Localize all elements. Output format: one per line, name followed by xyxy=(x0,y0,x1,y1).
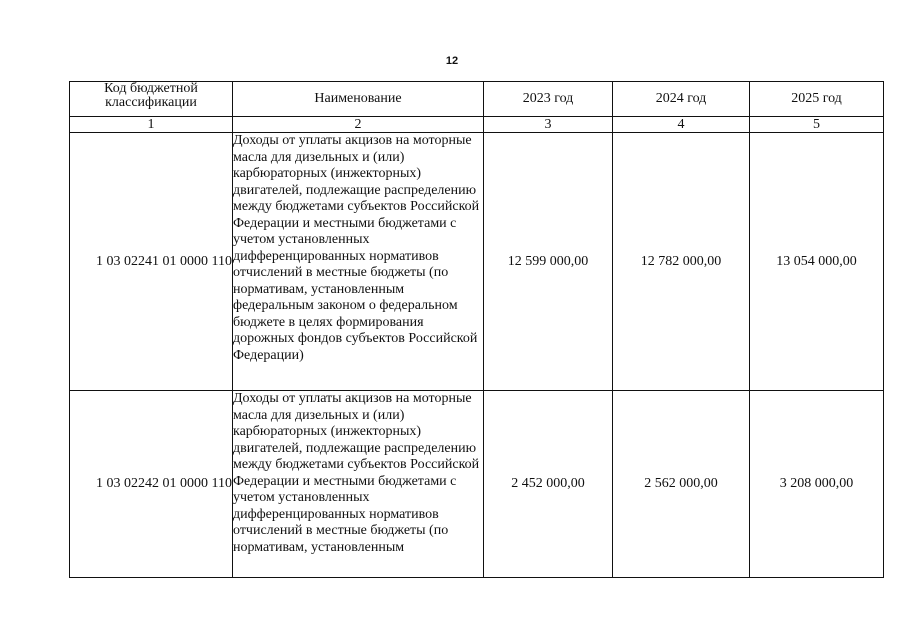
table-row xyxy=(70,133,884,391)
budget-revenue-table xyxy=(69,81,884,578)
amount-2023: 12 599 000,00 xyxy=(484,133,613,391)
page-number: 12 xyxy=(445,55,459,67)
amount-2025: 3 208 000,00 xyxy=(750,391,884,578)
column-number: 3 xyxy=(484,117,613,133)
header-2025: 2025 год xyxy=(750,82,884,117)
amount-2023: 2 452 000,00 xyxy=(484,391,613,578)
revenue-name-text: Доходы от уплаты акцизов на моторные масла для дизельных и (или) карбюраторных (инжекторных) двигателей, подлежащие распределению между бюджетами субъектов Российской Федерации и местными бюджетами с учетом установленных дифференцированных нормативов отчислений в местные бюджеты (по нормативам, установленным федеральным законом о федеральном бюджете в целях формирования дорожных фондов субъектов Российской Федерации) xyxy=(233,133,480,363)
header-2023: 2023 год xyxy=(484,82,613,117)
budget-code: 1 03 02242 01 0000 110 xyxy=(70,391,233,578)
revenue-name xyxy=(233,133,484,391)
revenue-name-text: Доходы от уплаты акцизов на моторные масла для дизельных и (или) карбюраторных (инжекторных) двигателей, подлежащие распределению между бюджетами субъектов Российской Федерации и местными бюджетами с учетом установленных дифференцированных нормативов отчислений в местные бюджеты (по нормативам, установленным xyxy=(233,391,480,555)
header-2024: 2024 год xyxy=(613,82,750,117)
revenue-name xyxy=(233,391,484,578)
table-row xyxy=(70,391,884,578)
amount-2024: 2 562 000,00 xyxy=(613,391,750,578)
amount-2025: 13 054 000,00 xyxy=(750,133,884,391)
column-number: 1 xyxy=(70,117,233,133)
header-code: Код бюджетной классификации xyxy=(70,82,233,117)
header-name: Наименование xyxy=(233,82,484,117)
column-number-row xyxy=(70,117,884,133)
amount-2024: 12 782 000,00 xyxy=(613,133,750,391)
header-row xyxy=(70,82,884,117)
column-number: 2 xyxy=(233,117,484,133)
column-number: 5 xyxy=(750,117,884,133)
budget-code: 1 03 02241 01 0000 110 xyxy=(70,133,233,391)
column-number: 4 xyxy=(613,117,750,133)
